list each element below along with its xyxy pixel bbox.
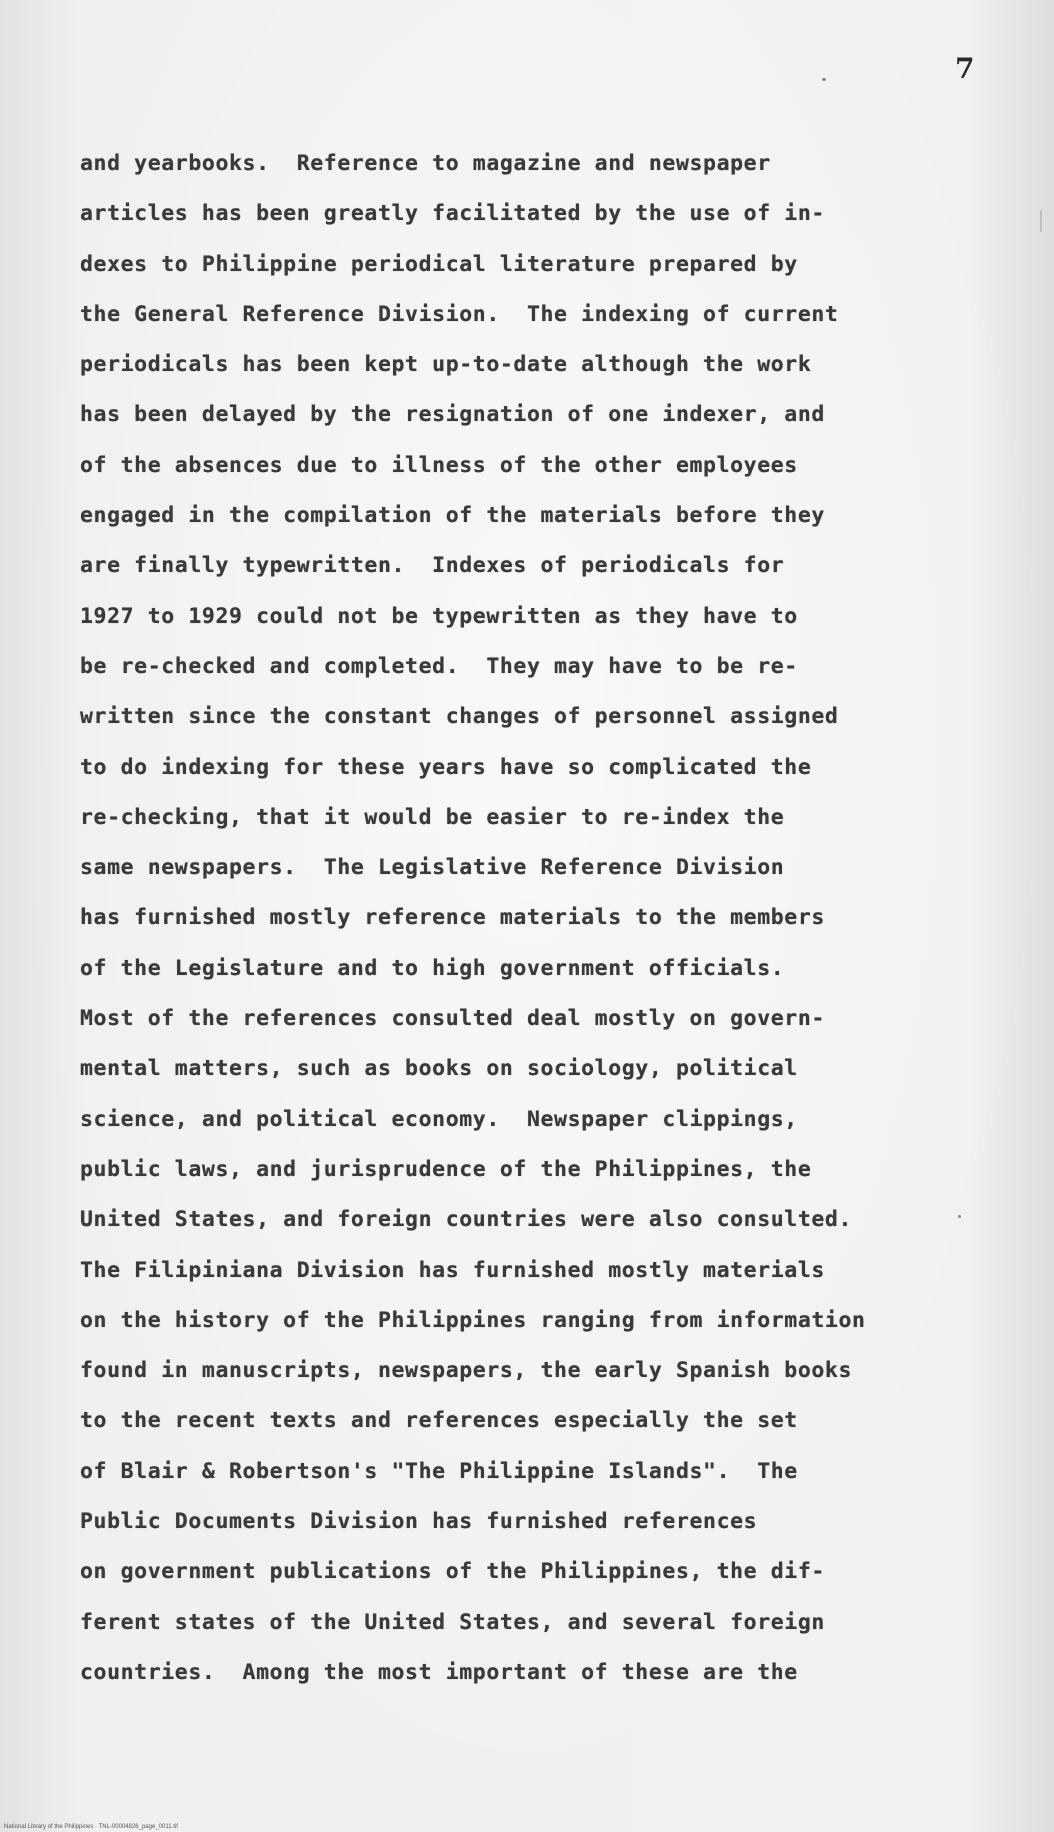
edge-mark: [1040, 210, 1050, 232]
page-number: 7: [955, 52, 975, 85]
ink-speck: [822, 78, 826, 81]
scan-footer: National Library of the Philippines · TNL-00004826_page_0011.tif: [4, 1824, 178, 1830]
text-line: same newspapers. The Legislative Reference Division: [80, 855, 785, 881]
text-line: on government publications of the Philippines, the dif-: [80, 1559, 825, 1585]
text-line: 1927 to 1929 could not be typewritten as they have to: [80, 603, 798, 629]
text-line: has furnished mostly reference materials to the members: [80, 905, 825, 931]
text-line: articles has been greatly facilitated by the use of in-: [80, 201, 825, 227]
text-line: engaged in the compilation of the materials before they: [80, 503, 825, 529]
text-line: found in manuscripts, newspapers, the early Spanish books: [80, 1358, 853, 1384]
text-line: United States, and foreign countries were also consulted.: [80, 1207, 853, 1233]
text-line: science, and political economy. Newspaper clippings,: [80, 1106, 798, 1132]
text-line: countries. Among the most important of these are the: [80, 1659, 798, 1685]
text-line: and yearbooks. Reference to magazine and newspaper: [80, 151, 771, 176]
text-line: mental matters, such as books on sociology, political: [80, 1056, 798, 1082]
text-line: on the history of the Philippines ranging from information: [80, 1307, 866, 1333]
text-line: Public Documents Division has furnished references: [80, 1509, 758, 1535]
text-line: the General Reference Division. The indexing of current: [80, 301, 839, 327]
text-line: to do indexing for these years have so complicated the: [80, 754, 812, 780]
text-line: re-checking, that it would be easier to re-index the: [80, 804, 785, 830]
text-line: has been delayed by the resignation of one indexer, and: [80, 402, 825, 428]
text-line: The Filipiniana Division has furnished mostly materials: [80, 1257, 825, 1283]
text-line: be re-checked and completed. They may have to be re-: [80, 653, 798, 679]
text-line: of Blair & Robertson's "The Philippine Islands". The: [80, 1458, 798, 1484]
text-line: periodicals has been kept up-to-date although the work: [80, 352, 812, 378]
text-line: dexes to Philippine periodical literature prepared by: [80, 251, 798, 277]
text-line: written since the constant changes of personnel assigned: [80, 704, 839, 730]
text-line: public laws, and jurisprudence of the Philippines, the: [80, 1156, 812, 1182]
text-line: of the absences due to illness of the other employees: [80, 452, 798, 478]
text-line: to the recent texts and references especially the set: [80, 1408, 798, 1434]
text-line: of the Legislature and to high government officials.: [80, 955, 785, 981]
text-line: Most of the references consulted deal mostly on govern-: [80, 1006, 825, 1032]
body-text: [80, 139, 1000, 1698]
text-line: are finally typewritten. Indexes of periodicals for: [80, 553, 785, 579]
text-line: ferent states of the United States, and several foreign: [80, 1609, 825, 1635]
